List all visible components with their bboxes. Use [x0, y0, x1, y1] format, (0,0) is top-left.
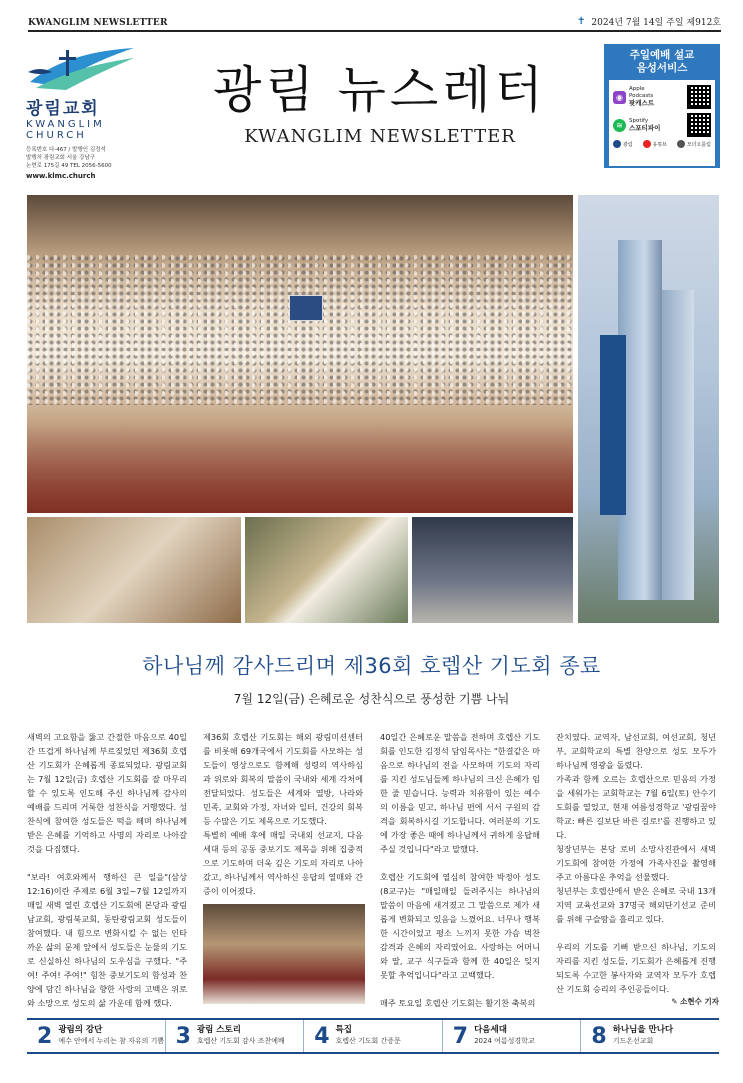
toc-subtitle: 2024 여름성경학교: [474, 1037, 535, 1045]
toc-item[interactable]: [166, 1020, 305, 1052]
paragraph: 새벽의 고요함을 뚫고 간절한 마음으로 40일간 뜨겁게 하나님께 부르짖었던 제36회 호렙산 기도회가 은혜롭게 종료되었다. 광림교회는 7월 12일(금) 호렙산 기도회를 잘 마무리할 수 있도록 인도해 주신 하나님께 감사의 예배를 드리며 거룩한 성찬식을 거행했다. 성찬식에 참여한 성도들은 떡을 떼며 하나님께 받은 은혜를 기억하고 사명의 자리로 나아갈 것을 다짐했다.: [27, 732, 187, 854]
paragraph: 잔치였다. 교역자, 남선교회, 여선교회, 청년부, 교회학교의 특별 찬양으로 성도 모두가 하나님께 영광을 돌렸다.: [556, 732, 716, 770]
toc-subtitle: 호렙산 기도회 감사 조찬예배: [196, 1037, 285, 1045]
cross-icon: ✝: [577, 16, 586, 27]
sanctuary-screen: [289, 295, 323, 321]
article-column-1: [27, 730, 187, 1024]
apple-label-3: 팟캐스트: [629, 99, 655, 107]
spotify-row[interactable]: [613, 112, 711, 138]
article-byline: [556, 996, 719, 1007]
apple-podcasts-row[interactable]: [613, 84, 711, 110]
article-headline: 하나님께 감사드리며 제36회 호렙산 기도회 종료: [142, 654, 601, 678]
publisher-info-line-2: 발행처 광림교회 서울 강남구: [26, 155, 96, 161]
church-tower-photo: [578, 195, 719, 623]
church-name-english-2: CHURCH: [26, 130, 87, 141]
pen-icon: ✎: [671, 997, 678, 1006]
church-emblem-icon: [26, 42, 138, 92]
publisher-info: [26, 146, 146, 170]
church-name-english-1: KWANGLIM: [26, 119, 105, 130]
article-column-3: [380, 730, 540, 1024]
church-website[interactable]: www.klmc.church: [26, 172, 96, 180]
voice-box-footer: [613, 140, 711, 148]
app-icon: [677, 140, 685, 148]
top-bar: [28, 14, 721, 32]
klmc-app-link[interactable]: [613, 140, 633, 148]
sermon-audio-service-box: [604, 44, 720, 168]
toc-subtitle: 기드온선교회: [612, 1037, 654, 1045]
church-name-korean: 광림교회: [26, 99, 100, 119]
article-column-2: [203, 730, 363, 912]
toc-item[interactable]: [304, 1020, 443, 1052]
article-column-4: [556, 730, 716, 1010]
qr-code-icon[interactable]: [687, 85, 711, 109]
apple-label-1: Apple: [629, 86, 645, 92]
voice-box-inner: [609, 80, 715, 166]
other-link[interactable]: [677, 140, 711, 148]
publisher-info-line-3: 논현로 175길 49 TEL 2056-5600: [26, 163, 112, 169]
paragraph: 40일간 은혜로운 말씀을 전하며 호렙산 기도회를 인도한 김정석 담임목사는 "한결같은 마음으로 하나님의 전을 사모하며 기도의 자리를 지킨 성도님들께 하나님의 크신 은혜가 임한 줄 믿습니다. 능력과 치유함이 있는 예수의 이름을 믿고, 하나님 편에 서서 구원의 감격을 회복하시길 기도합니다. 여러분의 기도에 가장 좋은 때에 하나님께서 귀하게 응답해주실 것입니다"라고 말했다.: [380, 732, 540, 854]
issue-info: [577, 15, 721, 28]
toc-page-number: 7: [452, 1023, 469, 1049]
toc-page-number: 2: [37, 1023, 53, 1049]
podcast-icon: ◉: [613, 91, 626, 104]
footer-label-1: 광림: [623, 141, 633, 148]
byline-name: 소현수 기자: [680, 997, 719, 1006]
worship-service-main-photo: [27, 195, 573, 513]
toc-title: 광림 스토리: [196, 1025, 241, 1035]
publisher-info-line-1: 등록번호 다-467 / 발행인 김정석: [26, 147, 106, 153]
paragraph: 특별히 예배 후에 매일 국내외 선교지, 다음세대 등의 공동 중보기도 제목을 위해 집중적으로 기도하며 더욱 깊은 기도의 자리로 나아갔고, 하나님께서 역사하신 응답의 열매와 간증이 이어졌다.: [203, 830, 363, 896]
voice-box-title-2: 음성서비스: [636, 62, 688, 74]
paragraph: 청년부는 호렙산에서 받은 은혜로 국내 13개 지역 교육선교와 37명국 해외단기선교 준비를 위해 구슬땀을 흘리고 있다.: [556, 886, 716, 924]
toc-title: 하나님을 만나다: [612, 1025, 674, 1035]
footer-label-3: 모더오를림: [686, 141, 711, 148]
youtube-icon: [643, 140, 651, 148]
paragraph: 가족과 함께 오르는 호렙산으로 믿음의 가정을 세워가는 교회학교는 7월 6일(토) 안수기도회를 열었고, 현재 여름성경학교 '광림꿈야학교: 빠른 길보단 바른 길로!'를 진행하고 있다.: [556, 774, 716, 840]
toc-subtitle: 호렙산 기도회 간증문: [335, 1037, 401, 1045]
toc-page-number: 3: [175, 1023, 191, 1049]
footer-label-2: 유튜브: [652, 141, 667, 148]
table-of-contents: [27, 1018, 719, 1054]
spotify-icon: ≋: [613, 119, 626, 132]
spotify-label-1: Spotify: [629, 117, 649, 124]
paragraph: "보라! 여호와께서 행하신 큰 일을"(삼상 12:16)이란 주제로 6월 3일~7월 12일까지 매일 새벽 열린 호렙산 기도회에 본당과 광림남교회, 광림북교회, 동탄광림교회 성도들이 참여했다. 내 힘으로 변화시킬 수 없는 인타까운 삶의 문제 앞에서 성도들은 눈물의 기도로 신실하신 하나님의 도우심을 구했다. "주여! 주여! 주여!" 힘찬 중보기도의 함성과 찬양에 담긴 하나님을 향한 사랑의 고백은 위로와 소망으로 성도의 삶 가운데 함께 했다.: [27, 872, 187, 1008]
paragraph: 매주 토요일 호렙산 기도회는 활기찬 축복의: [380, 998, 536, 1008]
communion-service-photo: [203, 904, 365, 1004]
paragraph: 호렙산 기도회에 열심히 참여한 박정아 성도(8교구)는 "매일매일 들려주시는 하나님의 말씀이 마음에 새겨졌고 그 말씀으로 제가 새롭게 변화되고 있음을 느꼈어요. 너무나 행복한 시간이었고 평소 느끼지 못한 가슴 벅찬 감격과 은혜의 자리였어요. 사랑하는 어머니와 딸, 교구 식구들과 함께 한 40일은 잊지 못할 추억입니다"라고 고백했다.: [380, 872, 540, 980]
toc-title: 다음세대: [474, 1025, 507, 1035]
congregation-crowd: [27, 255, 573, 405]
paragraph: 우리의 기도를 기뻐 받으신 하나님, 기도의 자리를 지킨 성도들, 기도회가 은혜롭게 진행되도록 수고한 봉사자와 교역자 모두가 호렙산 기도회 승리의 주인공들이다.: [556, 942, 716, 994]
issue-date: 2024년 7월 14일 주일 제912호: [591, 18, 721, 28]
toc-page-number: 4: [314, 1023, 330, 1049]
masthead-title-korean: 광림 뉴스레터: [213, 61, 547, 119]
toc-page-number: 8: [591, 1023, 607, 1049]
spotify-label-2: 스포티파이: [629, 123, 661, 132]
toc-item[interactable]: [581, 1020, 719, 1052]
photo-studio-photo: [245, 517, 408, 623]
paragraph: 제36회 호렙산 기도회는 해외 광림미션센터를 비롯해 69개국에서 기도회를 사모하는 성도들이 영상으로도 함께해 성령의 역사하심과 위로와 회복의 말씀이 국내와 세계 각처에 전달되었다. 성도들은 세계와 열방, 나라와 민족, 교회와 가정, 자녀와 일터, 건강의 회복 등 수많은 기도 제목으로 기도했다.: [203, 732, 363, 826]
church-entrance-night-photo: [412, 517, 573, 623]
toc-title: 광림의 강단: [58, 1025, 103, 1035]
sanctuary-aisle: [27, 423, 573, 513]
voice-box-title-1: 주일예배 설교: [629, 49, 695, 61]
klmc-icon: [613, 140, 621, 148]
church-banner: [600, 335, 626, 515]
paragraph: 청장년부는 본당 로비 소망사진관에서 새벽 기도회에 참여한 가정에 가족사진을 촬영해 주고 아름다운 추억을 선물했다.: [556, 844, 716, 882]
qr-code-icon[interactable]: [687, 113, 711, 137]
masthead: [160, 60, 600, 147]
toc-subtitle: 예수 안에서 누리는 참 자유의 기쁨: [58, 1037, 165, 1045]
toc-title: 특집: [335, 1025, 352, 1035]
apple-label-2: Podcasts: [629, 93, 654, 99]
masthead-title-english: KWANGLIM NEWSLETTER: [244, 126, 516, 147]
article-subhead: 7월 12일(금) 은혜로운 성찬식으로 풍성한 기쁨 나눠: [233, 692, 510, 706]
tower-building-side: [662, 290, 694, 600]
toc-item[interactable]: [443, 1020, 582, 1052]
toc-item[interactable]: [27, 1020, 166, 1052]
preacher-pulpit-photo: [27, 517, 241, 623]
church-logo: [26, 42, 146, 180]
youtube-link[interactable]: [643, 140, 668, 148]
publication-name: KWANGLIM NEWSLETTER: [28, 18, 168, 28]
